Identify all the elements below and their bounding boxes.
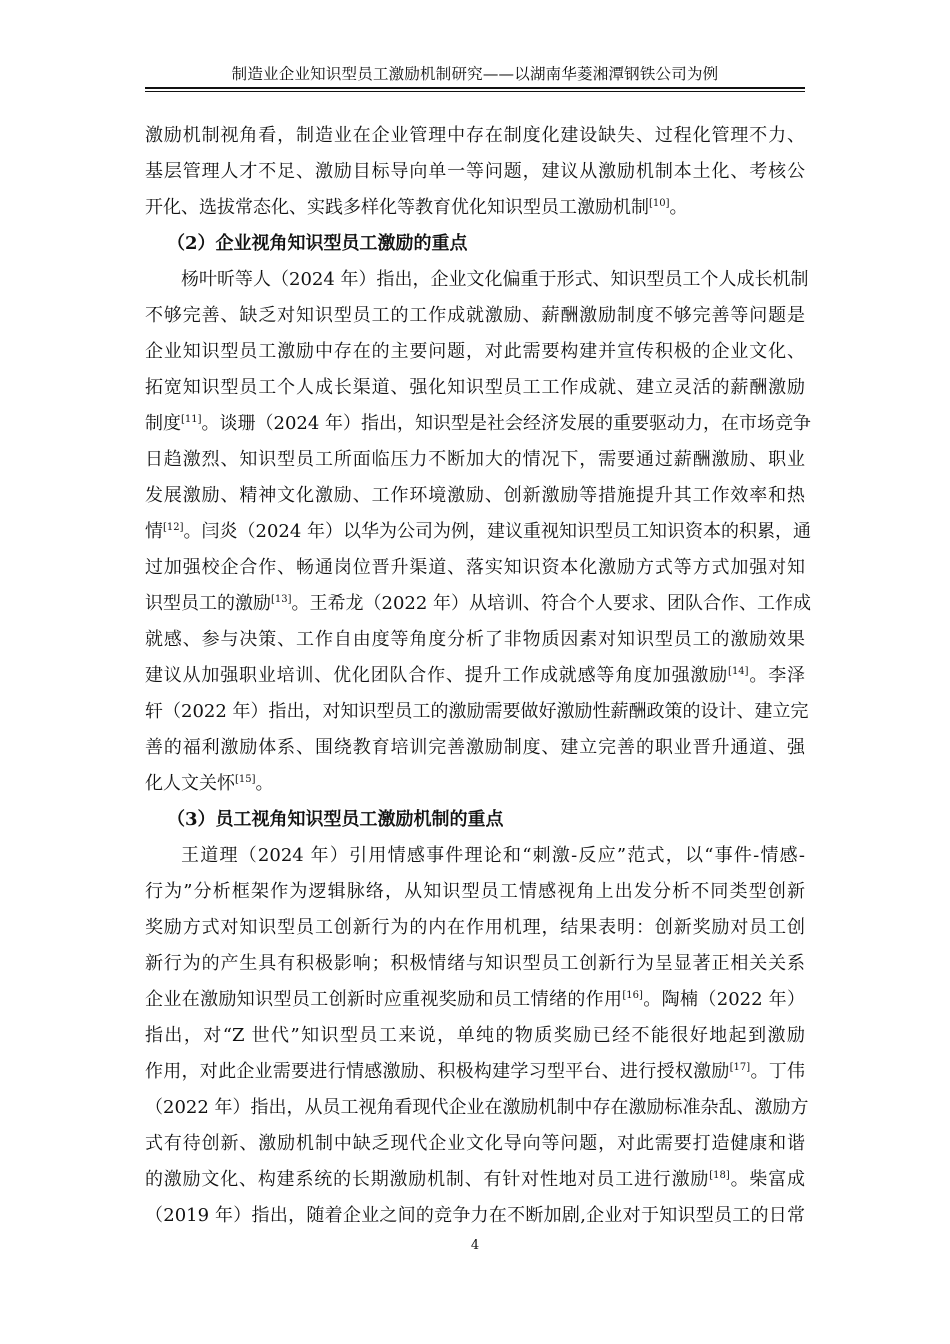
text-line: 建议从加强职业培训、优化团队合作、提升工作成就感等角度加强激励[14]。李泽 [145, 665, 806, 686]
text-line: 的激励文化、构建系统的长期激励机制、有针对性地对员工进行激励[18]。柴富成 [145, 1169, 805, 1190]
text-line: 式有待创新、激励机制中缺乏现代企业文化导向等问题，对此需要打造健康和谐 [145, 1133, 805, 1154]
running-header: 制造业企业知识型员工激励机制研究——以湖南华菱湘潭钢铁公司为例 [231, 65, 719, 83]
text-line: 化人文关怀[15]。 [145, 773, 274, 794]
text-line: （2022 年）指出，从员工视角看现代企业在激励机制中存在激励标准杂乱、激励方 [145, 1097, 809, 1118]
text-line: 发展激励、精神文化激励、工作环境激励、创新激励等措施提升其工作效率和热 [145, 485, 805, 506]
text-line: 过加强校企合作、畅通岗位晋升渠道、落实知识资本化激励方式等方式加强对知 [145, 557, 805, 578]
header-rule-thick [145, 87, 805, 89]
citation-ref: [15] [235, 774, 256, 785]
text-line: 企业知识型员工激励中存在的主要问题，对此需要构建并宣传积极的企业文化、 [145, 341, 805, 362]
text-line: 行为”分析框架作为逻辑脉络，从知识型员工情感视角上出发分析不同类型创新 [145, 881, 805, 902]
citation-ref: [10] [649, 198, 670, 209]
text-line: 拓宽知识型员工个人成长渠道、强化知识型员工工作成就、建立灵活的薪酬激励 [145, 377, 805, 398]
citation-ref: [18] [709, 1170, 730, 1181]
text-line: 王道理（2024 年）引用情感事件理论和“刺激-反应”范式，以“事件-情感- [181, 845, 805, 866]
text-line: 指出，对“Z 世代”知识型员工来说，单纯的物质奖励已经不能很好地起到激励 [145, 1025, 805, 1046]
text-line: 基层管理人才不足、激励目标导向单一等问题，建议从激励机制本土化、考核公 [145, 161, 805, 182]
section-heading: （2）企业视角知识型员工激励的重点 [167, 233, 468, 254]
text-line: 开化、选拔常态化、实践多样化等教育优化知识型员工激励机制[10]。 [145, 197, 688, 218]
text-line: 识型员工的激励[13]。王希龙（2022 年）从培训、符合个人要求、团队合作、工作成 [145, 593, 812, 614]
header-rule-thin [145, 91, 805, 92]
citation-ref: [14] [728, 666, 749, 677]
text-line: 善的福利激励体系、围绕教育培训完善激励制度、建立完善的职业晋升通道、强 [145, 737, 805, 758]
text-line: 激励机制视角看，制造业在企业管理中存在制度化建设缺失、过程化管理不力、 [145, 125, 805, 146]
text-line: 作用，对此企业需要进行情感激励、积极构建学习型平台、进行授权激励[17]。丁伟 [145, 1061, 805, 1082]
citation-ref: [11] [181, 414, 202, 425]
text-line: 杨叶昕等人（2024 年）指出，企业文化偏重于形式、知识型员工个人成长机制 [181, 269, 809, 290]
text-line: 就感、参与决策、工作自由度等角度分析了非物质因素对知识型员工的激励效果 [145, 629, 805, 650]
text-line: （2019 年）指出，随着企业之间的竞争力在不断加剧,企业对于知识型员工的日常 [145, 1205, 805, 1226]
citation-ref: [16] [622, 990, 643, 1001]
citation-ref: [12] [163, 522, 184, 533]
body-text [145, 118, 812, 1234]
citation-ref: [13] [271, 594, 292, 605]
text-line: 不够完善、缺乏对知识型员工的工作成就激励、薪酬激励制度不够完善等问题是 [145, 305, 805, 326]
text-line: 日趋激烈、知识型员工所面临压力不断加大的情况下，需要通过薪酬激励、职业 [145, 449, 805, 470]
text-line: 新行为的产生具有积极影响；积极情绪与知识型员工创新行为呈显著正相关关系 [145, 953, 805, 974]
text-line: 企业在激励知识型员工创新时应重视奖励和员工情绪的作用[16]。陶楠（2022 年） [145, 989, 805, 1010]
text-line: 轩（2022 年）指出，对知识型员工的激励需要做好激励性薪酬政策的设计、建立完 [145, 701, 809, 722]
citation-ref: [17] [729, 1062, 751, 1073]
text-line: 情[12]。闫炎（2024 年）以华为公司为例，建议重视知识型员工知识资本的积累，通 [145, 521, 812, 542]
section-heading: （3）员工视角知识型员工激励机制的重点 [167, 809, 504, 830]
page-number: 4 [470, 1238, 480, 1253]
text-line: 奖励方式对知识型员工创新行为的内在作用机理，结果表明：创新奖励对员工创 [145, 917, 805, 938]
text-line: 制度[11]。谈珊（2024 年）指出，知识型是社会经济发展的重要驱动力，在市场竞争 [145, 413, 812, 434]
